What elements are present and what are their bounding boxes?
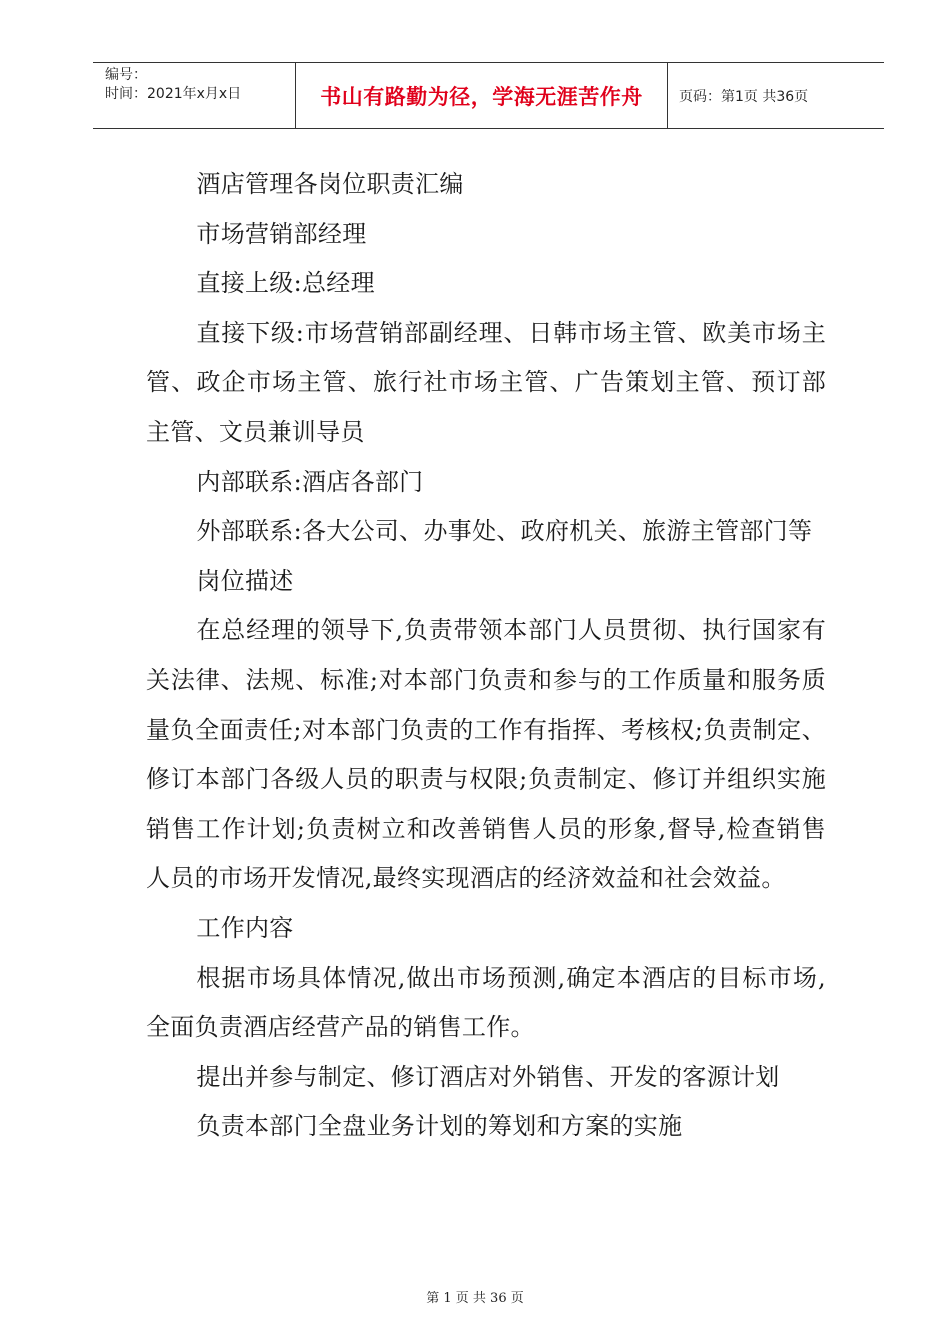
direct-subordinates: 直接下级:市场营销部副经理、日韩市场主管、欧美市场主管、政企市场主管、旅行社市场主管、广告策划主管、预订部主管、文员兼训导员	[146, 318, 826, 446]
document-body	[146, 160, 826, 1152]
work-item: 负责本部门全盘业务计划的筹划和方案的实施	[196, 1112, 683, 1141]
header-meta	[93, 63, 295, 128]
work-item: 根据市场具体情况,做出市场预测,确定本酒店的目标市场,全面负责酒店经营产品的销售工作。	[146, 963, 826, 1042]
description-paragraph: 在总经理的领导下,负责带领本部门人员贯彻、执行国家有关法律、法规、标准;对本部门负责和参与的工作质量和服务质量负全面责任;对本部门负责的工作有指挥、考核权;负责制定、修订本部门各级人员的职责与权限;负责制定、修订并组织实施销售工作计划;负责树立和改善销售人员的形象,督导,检查销售人员的市场开发情况,最终实现酒店的经济效益和社会效益。	[146, 616, 826, 893]
header-page-info: 页码：第1页 共36页	[679, 88, 809, 105]
section-heading-work-content: 工作内容	[196, 913, 294, 942]
document-title: 酒店管理各岗位职责汇编	[196, 170, 464, 198]
header-motto: 书山有路勤为径，学海无涯苦作舟	[295, 63, 668, 128]
position-title: 市场营销部经理	[196, 219, 367, 248]
page-header	[93, 62, 884, 129]
section-heading-description: 岗位描述	[196, 566, 294, 595]
document-number-label: 编号：	[105, 67, 147, 83]
work-item: 提出并参与制定、修订酒店对外销售、开发的客源计划	[196, 1062, 780, 1091]
external-contacts: 外部联系:各大公司、办事处、政府机关、旅游主管部门等	[196, 517, 813, 546]
document-date: 时间：2021年x月x日	[105, 86, 242, 102]
direct-superior: 直接上级:总经理	[196, 269, 375, 298]
page-footer: 第 1 页 共 36 页	[426, 1291, 524, 1306]
internal-contacts: 内部联系:酒店各部门	[196, 467, 424, 496]
